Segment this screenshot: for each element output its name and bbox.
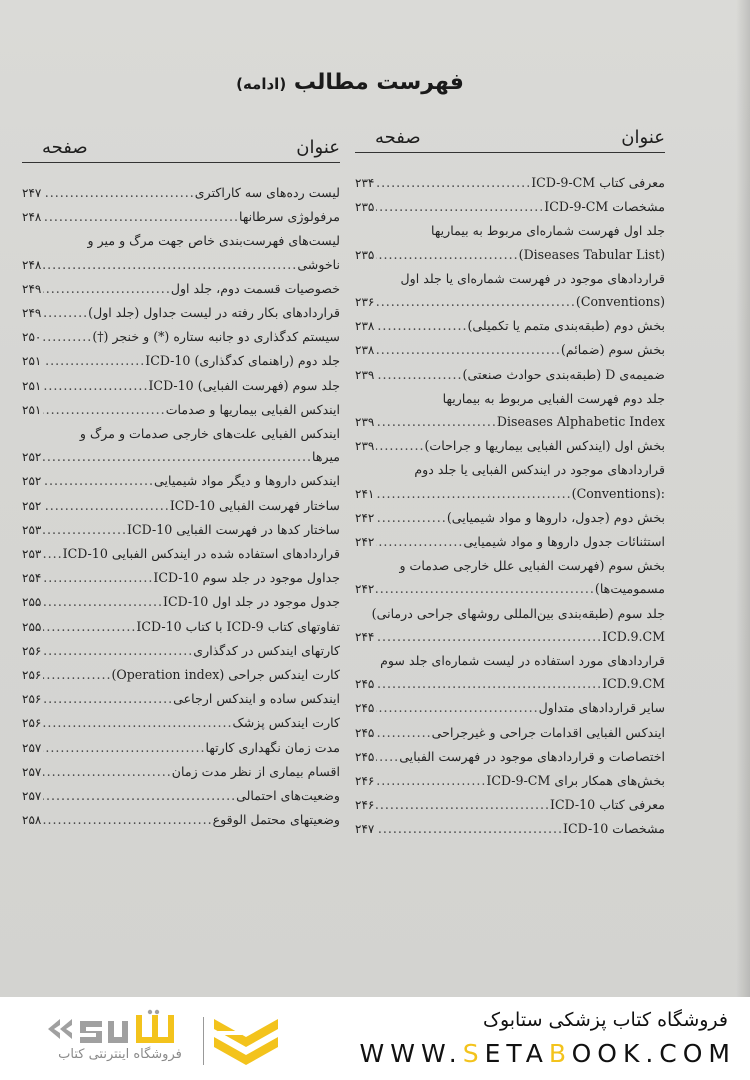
toc-entry xyxy=(22,229,340,276)
toc-entry-line: بخش سوم (فهرست الفبایی علل خارجی صدمات و xyxy=(399,558,665,574)
toc-entry-row xyxy=(355,290,665,314)
toc-entry-title: بخش اول (ایندکس الفبایی بیماریها و جراحات) xyxy=(424,438,665,454)
toc-entry xyxy=(355,769,665,793)
page-title-main: فهرست مطالب xyxy=(293,70,464,95)
toc-entry-page: ۲۴۸ xyxy=(22,257,42,272)
toc-entry-title: کارتهای ایندکس در کدگذاری xyxy=(193,642,340,658)
toc-entry-title: مشخصات ICD-9-CM xyxy=(544,199,665,215)
toc-entry-page: ۲۵۳ xyxy=(22,522,42,537)
toc-entry xyxy=(355,195,665,219)
toc-entry-title: بخش دوم (جدول، داروها و مواد شیمیایی) xyxy=(446,509,665,525)
dot-leader xyxy=(43,542,62,565)
toc-entry-line: ایندکس الفبایی علت‌های خارجی صدمات و مرگ و xyxy=(79,426,340,442)
toc-entry xyxy=(355,554,665,601)
toc-entry-title: (Conventions) xyxy=(575,294,665,310)
toc-entry-row xyxy=(22,639,340,663)
toc-entry-title: معرفی کتاب ICD-10 xyxy=(549,797,665,813)
toc-entry-page: ۲۵۰ xyxy=(22,330,42,345)
toc-entry-row xyxy=(22,711,340,735)
toc-entry-title: وضعیتهای محتمل الوقوع xyxy=(212,812,340,828)
toc-entry-page: ۲۴۲ xyxy=(355,510,375,525)
toc-entry-title: ضمیمه‌ی D (طبقه‌بندی حوادث صنعتی) xyxy=(462,366,665,382)
toc-entry-title: مسمومیت‌ها) xyxy=(594,581,665,597)
dot-leader xyxy=(43,205,239,228)
toc-entry-page: ۲۵۱ xyxy=(22,402,42,417)
dot-leader xyxy=(43,398,165,421)
toc-entry-page: ۲۴۹ xyxy=(22,306,42,321)
toc-entry-title: :(Conventions) xyxy=(571,485,665,501)
toc-entry-title: ایندکس ساده و ایندکس ارجاعی xyxy=(173,691,340,707)
toc-entry xyxy=(22,469,340,493)
toc-entry-line: لیست‌های فهرست‌بندی خاص جهت مرگ و میر و xyxy=(87,233,340,249)
toc-entry-title: (Diseases Tabular List) xyxy=(518,246,665,262)
toc-entry-row xyxy=(355,721,665,745)
toc-entry-page: ۲۴۵ xyxy=(355,677,375,692)
toc-entry-line: قراردادهای موجود در فهرست شماره‌ای یا جلد اول xyxy=(400,270,665,286)
setabook-chevron-logo xyxy=(210,1015,282,1071)
toc-entry-page: ۲۴۷ xyxy=(355,822,375,837)
toc-entry-page: ۲۴۵ xyxy=(355,725,375,740)
toc-entry xyxy=(355,458,665,505)
toc-entry-title: بخش دوم (طبقه‌بندی متمم یا تکمیلی) xyxy=(467,318,665,334)
store-url[interactable]: WWW.SETABOOK.COM xyxy=(359,1039,736,1068)
toc-entry-row xyxy=(22,566,340,590)
toc-entry-title: جدول موجود در جلد اول ICD-10 xyxy=(162,594,340,610)
dot-leader xyxy=(376,243,518,266)
toc-entry-page: ۲۳۸ xyxy=(355,319,375,334)
toc-entry-row xyxy=(22,542,340,566)
toc-entry-page: ۲۵۵ xyxy=(22,595,42,610)
toc-entry-row xyxy=(22,687,340,711)
toc-entry-page: ۲۵۲ xyxy=(22,474,42,489)
toc-entry-title: قراردادهای بکار رفته در لیست جداول (جلد اول) xyxy=(88,305,340,321)
toc-entry-row xyxy=(22,205,340,229)
dot-leader xyxy=(43,374,148,397)
toc-entry-row xyxy=(22,277,340,301)
toc-entry-title: جلد سوم (فهرست الفبایی) ICD-10 xyxy=(148,377,340,393)
toc-entry xyxy=(355,171,665,195)
dot-leader xyxy=(376,625,602,648)
toc-entry xyxy=(355,721,665,745)
toc-entry xyxy=(355,363,665,387)
toc-entry-page: ۲۵۶ xyxy=(22,668,42,683)
toc-entry-row xyxy=(355,696,665,720)
header-page: صفحه xyxy=(375,127,421,148)
dot-leader xyxy=(376,577,595,600)
toc-entry xyxy=(355,602,665,649)
toc-entry xyxy=(22,301,340,325)
dot-leader xyxy=(376,793,550,816)
toc-entry-title: ICD.9.CM xyxy=(602,628,665,644)
toc-entry-title: وضعیت‌های احتمالی xyxy=(236,788,340,804)
toc-entry-row xyxy=(22,374,340,398)
toc-entry-title: ایندکس الفبایی اقدامات جراحی و غیرجراحی xyxy=(431,724,665,740)
toc-entry-page: ۲۵۱ xyxy=(22,378,42,393)
toc-entry-page: ۲۳۸ xyxy=(355,343,375,358)
toc-entry-row xyxy=(355,769,665,793)
dot-leader xyxy=(43,808,212,831)
toc-entry-row xyxy=(355,363,665,387)
toc-entry xyxy=(355,793,665,817)
toc-entry xyxy=(355,434,665,458)
toc-entry-title: جلد دوم (راهنمای کدگذاری) ICD-10 xyxy=(145,353,340,369)
toc-entry xyxy=(22,687,340,711)
toc-entry-line: قراردادهای مورد استفاده در لیست شماره‌ای جلد سوم xyxy=(380,653,665,669)
toc-entry xyxy=(355,219,665,266)
toc-entry-title: ایندکس الفبایی بیماریها و صدمات xyxy=(165,401,340,417)
toc-entry-title: خصوصیات قسمت دوم، جلد اول xyxy=(170,280,340,296)
toc-entry-line: جلد دوم فهرست الفبایی مربوط به بیماریها xyxy=(442,390,665,406)
dot-leader xyxy=(43,615,136,638)
toc-entry-row xyxy=(22,253,340,277)
toc-entry xyxy=(355,696,665,720)
toc-entry-title: اقسام بیماری از نظر مدت زمان xyxy=(171,763,340,779)
toc-entry-title: میرها xyxy=(312,449,340,465)
toc-entry-row xyxy=(355,243,665,267)
toc-entry-row xyxy=(355,506,665,530)
logo-tagline: فروشگاه اینترنتی کتاب xyxy=(58,1047,182,1062)
toc-entry-row xyxy=(355,482,665,506)
toc-entry xyxy=(22,422,340,469)
toc-entry xyxy=(22,277,340,301)
toc-entry-row xyxy=(355,625,665,649)
dot-leader xyxy=(43,663,111,686)
toc-entry-page: ۲۴۷ xyxy=(22,186,42,200)
toc-column-right xyxy=(355,118,665,842)
toc-entry-line: جلد اول فهرست شماره‌ای مربوط به بیماریها xyxy=(431,223,665,239)
toc-entry-title: قراردادهای استفاده شده در ایندکس الفبایی ICD-10 xyxy=(62,546,340,562)
toc-entry-title: اختصاصات و قراردادهای موجود در فهرست الفبایی xyxy=(399,748,665,764)
toc-entry xyxy=(22,325,340,349)
dot-leader xyxy=(376,721,431,744)
toc-entry-row xyxy=(355,410,665,434)
toc-entry-row xyxy=(22,301,340,325)
toc-entry xyxy=(355,506,665,530)
header-title: عنوان xyxy=(296,137,340,158)
toc-entry xyxy=(22,494,340,518)
toc-entry-row xyxy=(22,663,340,687)
store-banner xyxy=(0,997,750,1080)
dot-leader xyxy=(376,338,561,361)
toc-entry-page: ۲۳۴ xyxy=(355,176,375,190)
column-header xyxy=(355,118,665,153)
toc-entry-page: ۲۴۸ xyxy=(22,210,42,225)
toc-entry-row xyxy=(22,181,340,205)
toc-entry-row xyxy=(22,518,340,542)
toc-entry-page: ۲۴۹ xyxy=(22,281,42,296)
toc-entry-page: ۲۵۷ xyxy=(22,764,42,779)
dot-leader xyxy=(43,445,312,468)
toc-entry-row xyxy=(355,817,665,841)
setabook-wordmark-logo xyxy=(40,1009,200,1049)
toc-entry-row xyxy=(355,672,665,696)
toc-entry xyxy=(22,181,340,205)
toc-entry-page: ۲۳۵ xyxy=(355,200,375,215)
dot-leader xyxy=(376,769,486,792)
toc-entry xyxy=(22,760,340,784)
toc-entry-page: ۲۴۶ xyxy=(355,774,375,789)
toc-entry-title: مرفولوژی سرطانها xyxy=(238,209,340,225)
dot-leader xyxy=(376,745,399,768)
toc-entry-page: ۲۵۳ xyxy=(22,547,42,562)
dot-leader xyxy=(43,301,88,324)
toc-entry-page: ۲۴۲ xyxy=(355,535,375,550)
dot-leader xyxy=(43,349,145,372)
toc-entry-title: بخش سوم (ضمائم) xyxy=(560,342,665,358)
toc-entry xyxy=(355,649,665,696)
dot-leader xyxy=(43,494,169,517)
dot-leader xyxy=(43,253,297,276)
toc-entry xyxy=(22,590,340,614)
toc-entry-row xyxy=(22,494,340,518)
toc-entry-row xyxy=(355,793,665,817)
toc-entry xyxy=(355,314,665,338)
toc-entry xyxy=(22,349,340,373)
toc-entry-title: مشخصات ICD-10 xyxy=(563,821,665,837)
toc-entry xyxy=(355,267,665,314)
dot-leader xyxy=(376,290,576,313)
toc-entries xyxy=(355,171,665,842)
toc-entry-line: جلد سوم (طبقه‌بندی بین‌المللی روشهای جراحی درمانی) xyxy=(371,605,665,621)
toc-entry-page: ۲۵۱ xyxy=(22,354,42,369)
dot-leader xyxy=(43,469,154,492)
toc-entry-row xyxy=(355,195,665,219)
toc-entry xyxy=(355,387,665,434)
dot-leader xyxy=(43,325,92,348)
toc-entry-title: تفاوتهای کتاب ICD-9 با کتاب ICD-10 xyxy=(136,618,340,634)
toc-entry-row xyxy=(22,325,340,349)
toc-entry-page: ۲۳۹ xyxy=(355,367,375,382)
toc-entry-title: ایندکس داروها و دیگر مواد شیمیایی xyxy=(154,473,340,489)
toc-entry-row xyxy=(22,349,340,373)
toc-entry xyxy=(22,711,340,735)
toc-entry xyxy=(22,398,340,422)
toc-entry-title: کارت ایندکس جراحی (Operation index) xyxy=(111,667,340,683)
toc-entry-row xyxy=(22,398,340,422)
dot-leader xyxy=(376,410,497,433)
toc-entry xyxy=(22,566,340,590)
toc-column-left xyxy=(22,128,340,832)
toc-entry-row xyxy=(355,434,665,458)
toc-entry-row xyxy=(355,577,665,601)
dot-leader xyxy=(376,314,467,337)
page-title-suffix: (ادامه) xyxy=(236,75,287,93)
toc-entry-page: ۲۵۶ xyxy=(22,643,42,658)
dot-leader xyxy=(43,760,171,783)
page-title xyxy=(0,70,700,95)
toc-entry xyxy=(355,530,665,554)
toc-entry-title: سایر قراردادهای متداول xyxy=(538,700,665,716)
toc-entry-page: ۲۵۲ xyxy=(22,450,42,465)
toc-entry-title: ناخوشی xyxy=(297,256,340,272)
toc-entry-page: ۲۳۹ xyxy=(355,439,375,454)
toc-entry-title: بخش‌های همکار برای ICD-9-CM xyxy=(486,773,665,789)
toc-entry-page: ۲۴۶ xyxy=(355,798,375,813)
dot-leader xyxy=(43,566,153,589)
toc-entry-page: ۲۵۴ xyxy=(22,571,42,586)
toc-entry-title: جداول موجود در جلد سوم ICD-10 xyxy=(153,570,340,586)
toc-entry xyxy=(355,817,665,841)
toc-entry-page: ۲۴۵ xyxy=(355,749,375,764)
toc-entry-page: ۲۳۹ xyxy=(355,415,375,430)
logo-divider xyxy=(203,1017,204,1065)
toc-entry-row xyxy=(355,745,665,769)
toc-entry xyxy=(22,542,340,566)
toc-entry-row xyxy=(22,784,340,808)
toc-entry-page: ۲۴۲ xyxy=(355,582,375,597)
toc-entry xyxy=(22,518,340,542)
toc-entry-title: استثنائات جدول داروها و مواد شیمیایی xyxy=(463,534,665,550)
dot-leader xyxy=(43,687,173,710)
toc-entries xyxy=(22,181,340,832)
dot-leader xyxy=(376,482,571,505)
toc-entry-row xyxy=(355,171,665,195)
toc-entry-page: ۲۴۴ xyxy=(355,629,375,644)
toc-entry-page: ۲۵۶ xyxy=(22,692,42,707)
dot-leader xyxy=(43,784,236,807)
dot-leader xyxy=(43,518,127,541)
toc-entry-row xyxy=(355,530,665,554)
toc-entry-row xyxy=(22,760,340,784)
dot-leader xyxy=(376,672,602,695)
dot-leader xyxy=(376,506,446,529)
toc-entry xyxy=(355,338,665,362)
header-title: عنوان xyxy=(621,127,665,148)
toc-entry-row xyxy=(22,445,340,469)
toc-entry-title: سیستم کدگذاری دو جانبه ستاره (*) و خنجر (†) xyxy=(92,329,340,345)
shop-name: فروشگاه کتاب پزشکی ستابوک xyxy=(482,1009,728,1031)
dot-leader xyxy=(376,195,544,218)
header-page: صفحه xyxy=(42,137,88,158)
toc-entry-row xyxy=(355,338,665,362)
toc-entry-page: ۲۳۶ xyxy=(355,295,375,310)
dot-leader xyxy=(376,171,531,194)
toc-entry-page: ۲۵۲ xyxy=(22,498,42,513)
dot-leader xyxy=(376,817,563,840)
toc-entry xyxy=(22,736,340,760)
dot-leader xyxy=(376,363,462,386)
toc-entry-page: ۲۵۷ xyxy=(22,789,42,804)
toc-entry xyxy=(355,745,665,769)
toc-entry-row xyxy=(22,808,340,832)
toc-entry-title: لیست رده‌های سه کاراکتری xyxy=(194,185,340,200)
toc-entry-page: ۲۵۶ xyxy=(22,716,42,731)
toc-entry-title: ساختار فهرست الفبایی ICD-10 xyxy=(169,497,340,513)
toc-entry xyxy=(22,615,340,639)
toc-entry-page: ۲۳۵ xyxy=(355,247,375,262)
toc-entry-title: کارت ایندکس پزشک xyxy=(232,715,340,731)
dot-leader xyxy=(43,711,232,734)
toc-entry xyxy=(22,205,340,229)
toc-entry-title: Diseases Alphabetic Index xyxy=(496,414,665,430)
dot-leader xyxy=(376,530,463,553)
toc-entry-page: ۲۵۵ xyxy=(22,619,42,634)
toc-entry xyxy=(22,663,340,687)
toc-entry-title: معرفی کتاب ICD-9-CM xyxy=(531,175,665,190)
dot-leader xyxy=(43,639,193,662)
dot-leader xyxy=(43,181,194,204)
toc-entry-title: ساختار کدها در فهرست الفبایی ICD-10 xyxy=(127,521,340,537)
toc-entry-line: قراردادهای موجود در ایندکس الفبایی یا جلد دوم xyxy=(414,462,665,478)
toc-entry xyxy=(22,639,340,663)
toc-entry xyxy=(22,784,340,808)
toc-entry-row xyxy=(22,590,340,614)
toc-entry-row xyxy=(355,314,665,338)
dot-leader xyxy=(376,434,424,457)
dot-leader xyxy=(43,590,163,613)
toc-entry-row xyxy=(22,736,340,760)
dot-leader xyxy=(43,736,205,759)
dot-leader xyxy=(376,696,538,719)
toc-entry-page: ۲۵۷ xyxy=(22,740,42,755)
toc-entry xyxy=(22,808,340,832)
toc-entry xyxy=(22,374,340,398)
toc-entry-page: ۲۴۱ xyxy=(355,486,375,501)
toc-entry-title: ICD.9.CM xyxy=(602,676,665,692)
toc-entry-page: ۲۵۸ xyxy=(22,813,42,828)
column-header xyxy=(22,128,340,163)
dot-leader xyxy=(43,277,170,300)
toc-entry-title: مدت زمان نگهداری کارتها xyxy=(205,739,340,755)
toc-entry-page: ۲۴۵ xyxy=(355,701,375,716)
toc-entry-row xyxy=(22,615,340,639)
toc-entry-row xyxy=(22,469,340,493)
